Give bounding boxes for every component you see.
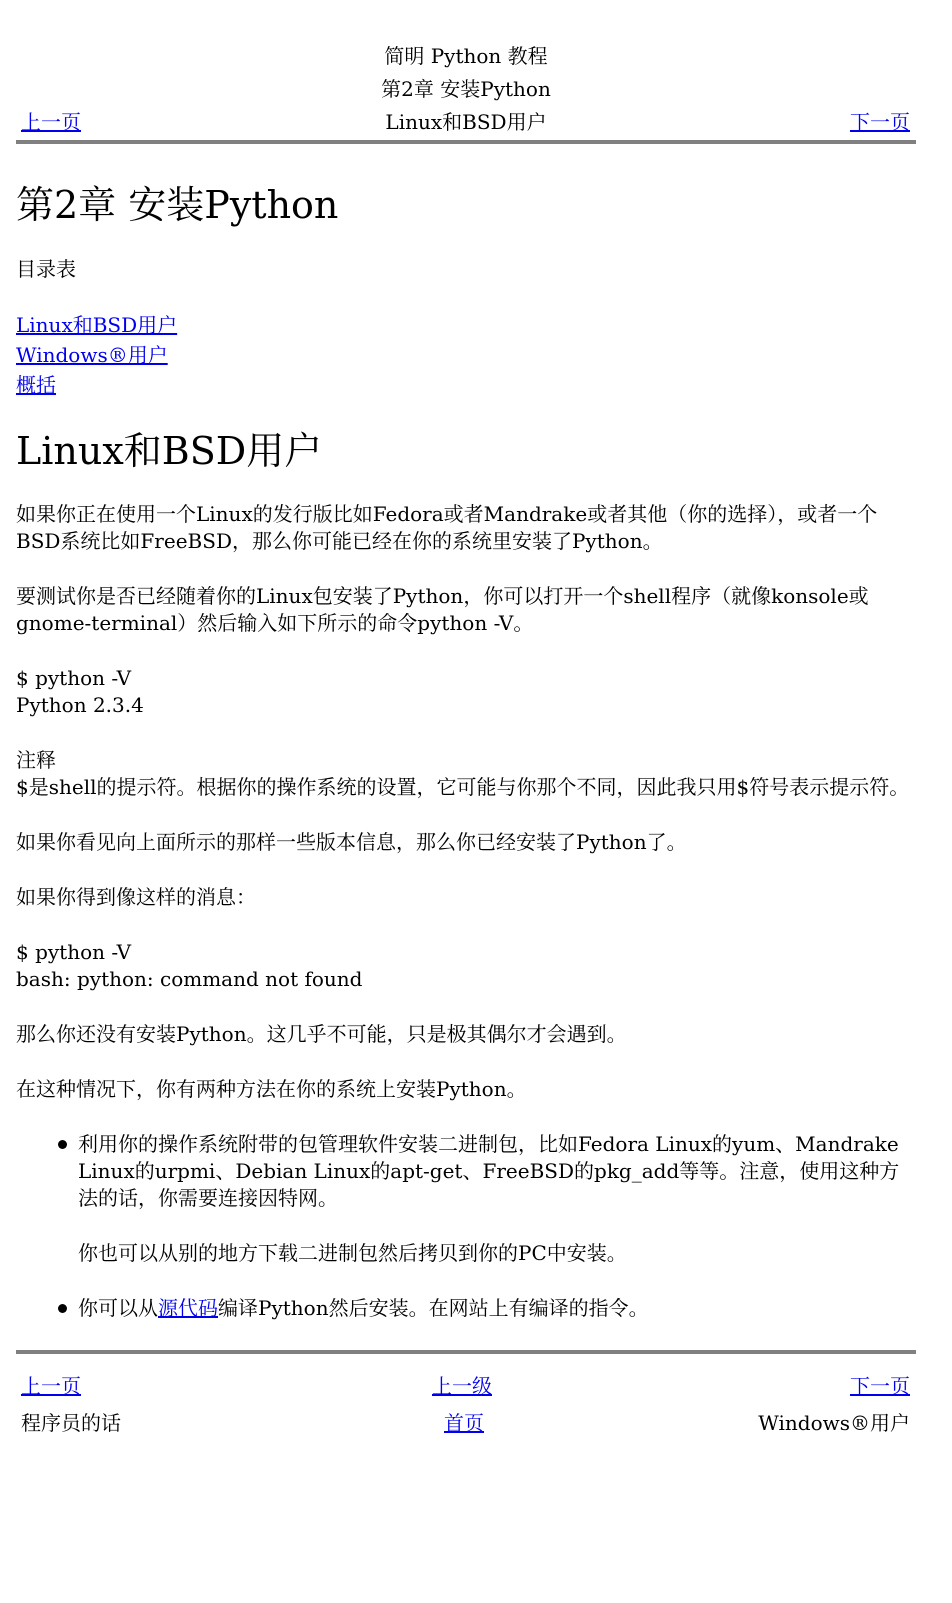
code-line: $ python -V <box>16 666 132 690</box>
toc-link-linux-bsd[interactable]: Linux和BSD用户 <box>16 313 178 337</box>
list-item-text: 编译Python然后安装。在网站上有编译的指令。 <box>218 1296 649 1320</box>
paragraph: 在这种情况下，你有两种方法在你的系统上安装Python。 <box>16 1077 527 1101</box>
code-block <box>16 665 916 719</box>
footer-home-link[interactable]: 首页 <box>444 1411 484 1435</box>
code-line: Python 2.3.4 <box>16 693 144 717</box>
note <box>16 747 916 801</box>
toc-link-summary[interactable]: 概括 <box>16 373 56 397</box>
paragraph: 如果你看见向上面所示的那样一些版本信息，那么你已经安装了Python了。 <box>16 830 687 854</box>
paragraph: 要测试你是否已经随着你的Linux包安装了Python，你可以打开一个shell程序（就像konsole或gnome-terminal）然后输入如下所示的命令python -V。 <box>16 584 869 635</box>
list-item <box>78 1131 916 1267</box>
footer-prev-link[interactable]: 上一页 <box>21 1374 81 1398</box>
footer-navigation <box>16 1354 916 1464</box>
bullet-icon <box>58 1304 67 1313</box>
footer-up-link[interactable]: 上一级 <box>432 1374 492 1398</box>
prev-page-link[interactable]: 上一页 <box>21 110 81 134</box>
install-methods-list <box>16 1131 916 1322</box>
code-block <box>16 939 916 993</box>
footer-next-link[interactable]: 下一页 <box>850 1374 910 1398</box>
paragraph: 那么你还没有安装Python。这几乎不可能，只是极其偶尔才会遇到。 <box>16 1022 627 1046</box>
toc-title: 目录表 <box>16 257 76 281</box>
source-code-link[interactable]: 源代码 <box>158 1296 218 1320</box>
bullet-icon <box>58 1140 67 1149</box>
header-divider <box>16 140 916 144</box>
table-of-contents <box>16 310 916 400</box>
header-navigation <box>16 0 916 140</box>
footer-next-title: Windows®用户 <box>758 1411 910 1435</box>
section-heading: Linux和BSD用户 <box>16 429 323 473</box>
book-title: 简明 Python 教程 <box>384 44 548 68</box>
code-line: bash: python: command not found <box>16 967 363 991</box>
page <box>16 0 916 1464</box>
note-title: 注释 <box>16 748 56 772</box>
chapter-title: 第2章 安装Python <box>381 77 551 101</box>
toc-link-windows[interactable]: Windows®用户 <box>16 343 168 367</box>
chapter-heading: 第2章 安装Python <box>16 183 339 227</box>
list-item-text: 你可以从 <box>78 1296 158 1320</box>
list-item-subtext: 你也可以从别的地方下载二进制包然后拷贝到你的PC中安装。 <box>78 1241 627 1265</box>
code-line: $ python -V <box>16 940 132 964</box>
paragraph: 如果你正在使用一个Linux的发行版比如Fedora或者Mandrake或者其他（你的选择），或者一个BSD系统比如FreeBSD，那么你可能已经在你的系统里安装了Python。 <box>16 502 878 553</box>
footer-prev-title: 程序员的话 <box>21 1411 121 1435</box>
paragraph: 如果你得到像这样的消息： <box>16 885 256 909</box>
list-item <box>78 1295 916 1322</box>
list-item-text: 利用你的操作系统附带的包管理软件安装二进制包，比如Fedora Linux的yum、Mandrake Linux的urpmi、Debian Linux的apt-get、FreeBSD的pkg_add等等。注意，使用这种方法的话，你需要连接因特网。 <box>78 1132 900 1210</box>
note-text: $是shell的提示符。根据你的操作系统的设置，它可能与你那个不同，因此我只用$符号表示提示符。 <box>16 775 910 799</box>
next-page-link[interactable]: 下一页 <box>850 110 910 134</box>
section-title: Linux和BSD用户 <box>385 110 547 134</box>
